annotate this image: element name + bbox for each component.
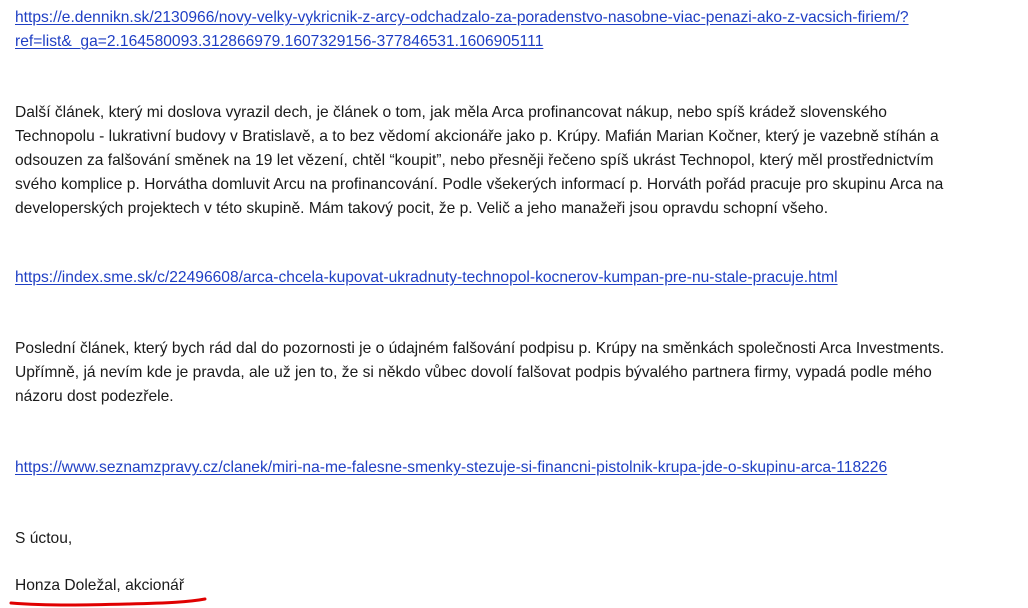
paragraph-line: názoru dost podezřele.: [15, 388, 174, 405]
paragraph-line: Technopolu - lukrativní budovy v Bratislavě, a to bez vědomí akcionáře jako p. Krúpy. Mafián Marian Kočner, který je vazebně stíhán a: [15, 128, 939, 145]
link-line: https://index.sme.sk/c/22496608/arca-chcela-kupovat-ukradnuty-technopol-kocnerov-kumpan-pre-nu-stale-pracuje.html: [15, 269, 838, 286]
link-sme-article[interactable]: [15, 266, 838, 290]
paragraph-line: Další článek, který mi doslova vyrazil dech, je článek o tom, jak měla Arca profinancovat nákup, nebo spíš krádež slovenského: [15, 104, 887, 121]
paragraph-line: developerských projektech v této skupině. Mám takový pocit, že p. Velič a jeho manažeři jsou opravdu schopní všeho.: [15, 200, 829, 217]
link-dennikn-article[interactable]: [15, 6, 909, 54]
red-underline-annotation: [9, 594, 209, 608]
signature-wrap: [15, 574, 184, 598]
signature-text: Honza Doležal, akcionář: [15, 577, 185, 594]
closing-line: S úctou,: [15, 530, 73, 547]
closing-text: [15, 527, 72, 551]
paragraph-signature-forgery: [15, 337, 944, 409]
paragraph-technopol: [15, 101, 943, 221]
link-line: https://e.dennikn.sk/2130966/novy-velky-vykricnik-z-arcy-odchadzalo-za-poradenstvo-nasobne-viac-penazi-ako-z-vacsich-firiem/?: [15, 9, 909, 26]
signature-block: [15, 574, 184, 598]
link-seznamzpravy-article[interactable]: [15, 456, 887, 480]
paragraph-line: svého komplice p. Horvátha domluvit Arcu na profinancování. Podle všekerých informací p. Horváth pořád pracuje pro skupinu Arca na: [15, 176, 944, 193]
paragraph-line: Poslední článek, který bych rád dal do pozornosti je o údajném falšování podpisu p. Krúpy na směnkách společnosti Arca Investments.: [15, 340, 945, 357]
paragraph-line: odsouzen za falšování směnek na 19 let vězení, chtěl “koupit”, nebo přesněji řečeno spíš ukrást Technopol, který měl prostřednictvím: [15, 152, 934, 169]
link-line: ref=list&_ga=2.164580093.312866979.1607329156-377846531.1606905111: [15, 33, 544, 50]
paragraph-line: Upřímně, já nevím kde je pravda, ale už jen to, že si někdo vůbec dovolí falšovat podpis bývalého partnera firmy, vypadá podle mého: [15, 364, 932, 381]
link-line: https://www.seznamzpravy.cz/clanek/miri-na-me-falesne-smenky-stezuje-si-financni-pistolnik-krupa-jde-o-skupinu-arca-118226: [15, 459, 888, 476]
